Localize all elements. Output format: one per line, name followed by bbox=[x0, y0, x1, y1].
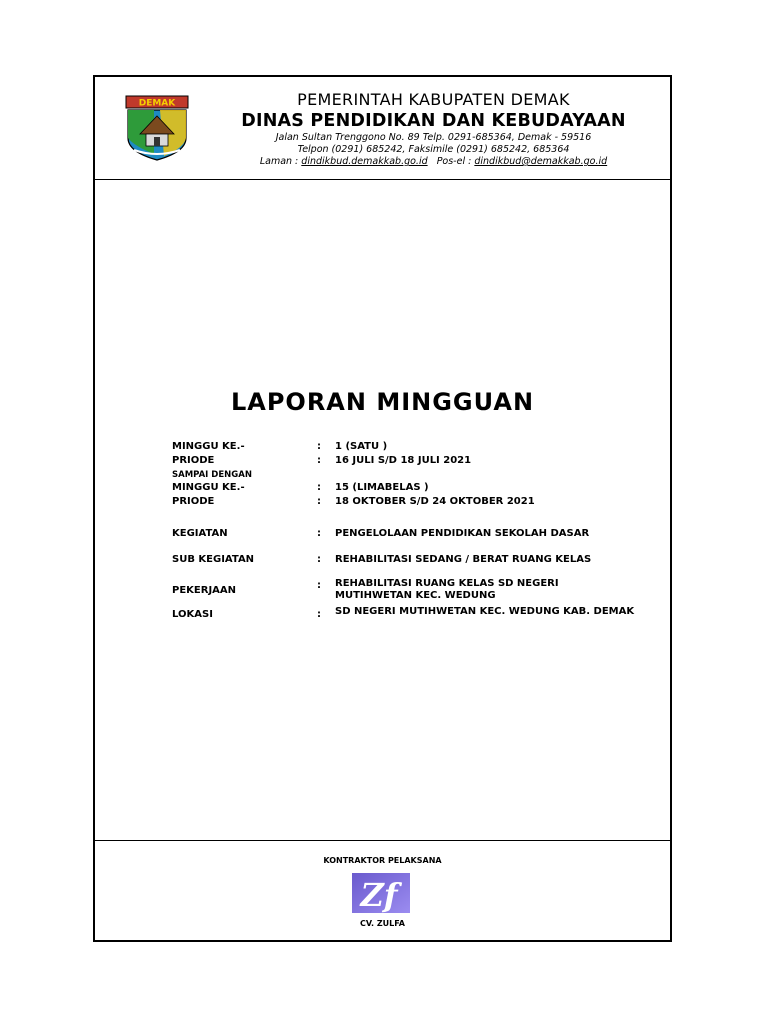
field-colon: : bbox=[317, 482, 321, 493]
field-value: 18 OKTOBER S/D 24 OKTOBER 2021 bbox=[335, 496, 535, 507]
letterhead-text bbox=[205, 90, 662, 168]
field-colon: : bbox=[317, 554, 321, 565]
field-colon: : bbox=[317, 441, 321, 452]
field-value: MUTIHWETAN KEC. WEDUNG bbox=[335, 590, 496, 601]
field-colon: : bbox=[317, 609, 321, 620]
field-value: REHABILITASI SEDANG / BERAT RUANG KELAS bbox=[335, 554, 592, 565]
email-link[interactable]: dindikbud@demakkab.go.id bbox=[474, 156, 608, 167]
field-value: SD NEGERI MUTIHWETAN KEC. WEDUNG KAB. DEMAK bbox=[335, 606, 635, 617]
field-value: PENGELOLAAN PENDIDIKAN SEKOLAH DASAR bbox=[335, 528, 590, 539]
demak-regency-emblem-icon bbox=[124, 94, 190, 162]
field-label: PRIODE bbox=[172, 496, 215, 507]
field-label: SAMPAI DENGAN bbox=[172, 470, 252, 480]
field-label: MINGGU KE.- bbox=[172, 441, 245, 452]
field-label: KEGIATAN bbox=[172, 528, 228, 539]
contractor-section bbox=[95, 840, 670, 940]
field-label: MINGGU KE.- bbox=[172, 482, 245, 493]
field-colon: : bbox=[317, 528, 321, 539]
government-name: PEMERINTAH KABUPATEN DEMAK bbox=[297, 90, 570, 109]
field-colon: : bbox=[317, 580, 321, 591]
address-line: Jalan Sultan Trenggono No. 89 Telp. 0291-685364, Demak - 59516 bbox=[275, 132, 592, 143]
contact-line bbox=[205, 156, 662, 168]
cv-zulfa-logo-icon bbox=[352, 873, 410, 913]
field-value: 15 (LIMABELAS ) bbox=[335, 482, 429, 493]
field-value: 1 (SATU ) bbox=[335, 441, 388, 452]
field-label: LOKASI bbox=[172, 609, 213, 620]
field-colon: : bbox=[317, 496, 321, 507]
department-name: DINAS PENDIDIKAN DAN KEBUDAYAAN bbox=[241, 111, 626, 131]
field-label: PEKERJAAN bbox=[172, 585, 237, 596]
website-link[interactable]: dindikbud.demakkab.go.id bbox=[301, 156, 428, 167]
contractor-label: KONTRAKTOR PELAKSANA bbox=[323, 856, 442, 865]
document-frame bbox=[93, 75, 672, 942]
company-name: CV. ZULFA bbox=[360, 919, 405, 928]
web-label: Laman : bbox=[259, 156, 299, 167]
field-value: REHABILITASI RUANG KELAS SD NEGERI bbox=[335, 578, 559, 589]
logo-lettering: Zf bbox=[360, 876, 398, 913]
field-colon: : bbox=[317, 455, 321, 466]
field-label: SUB KEGIATAN bbox=[172, 554, 255, 565]
letterhead bbox=[95, 77, 670, 180]
field-label: PRIODE bbox=[172, 455, 215, 466]
email-label: Pos-el : bbox=[436, 156, 472, 167]
report-title: LAPORAN MINGGUAN bbox=[230, 388, 535, 416]
phone-line: Telpon (0291) 685242, Faksimile (0291) 685242, 685364 bbox=[297, 144, 570, 155]
emblem-label: DEMAK bbox=[138, 98, 176, 109]
field-value: 16 JULI S/D 18 JULI 2021 bbox=[335, 455, 472, 466]
